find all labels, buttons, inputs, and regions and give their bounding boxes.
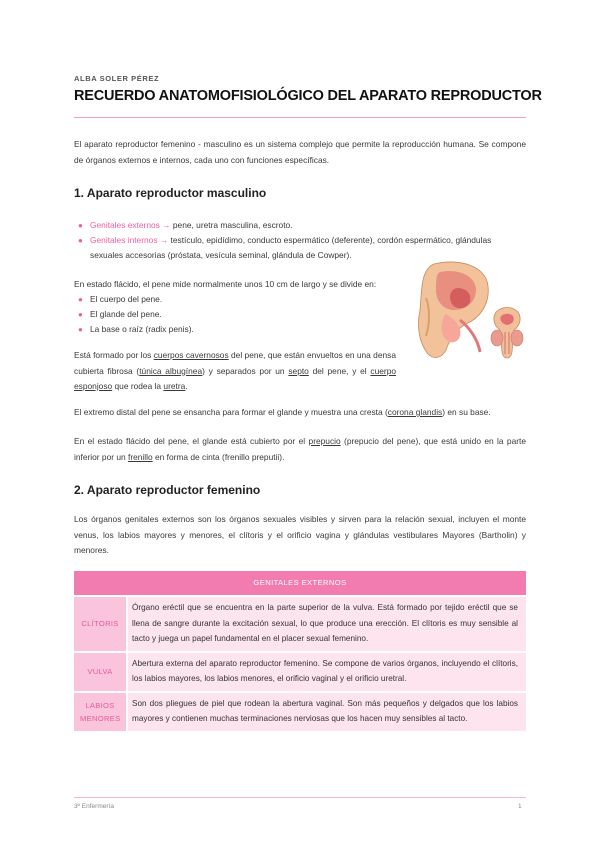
table-row: [74, 693, 526, 731]
glans-paragraph: El extremo distal del pene se ensancha para formar el glande y muestra una cresta (corona glandis) en su base.: [74, 407, 491, 417]
list-item-root: ● La base o raíz (radix penis).: [90, 322, 194, 337]
bullet-icon: ●: [78, 236, 83, 245]
table-row-label: VULVA: [74, 653, 126, 691]
list-item-glans: ● El glande del pene.: [90, 307, 162, 322]
table-row-label: CLÍTORIS: [74, 597, 126, 651]
page-number: 1: [518, 803, 522, 810]
bullet-icon: ●: [78, 325, 83, 334]
footer-divider: [74, 797, 526, 798]
male-anatomy-illustration: [400, 258, 530, 370]
prepuce-paragraph: En el estado flácido del pene, el glande está cubierto por el prepucio (prepucio del pene), que está unido en la parte inferior por un frenillo en forma de cinta (frenillo preputii).: [74, 436, 526, 462]
intro-paragraph: El aparato reproductor femenino - masculino es un sistema complejo que permite la reproducción humana. Se compone de órganos externos e internos, cada uno con funciones específicas.: [74, 139, 526, 165]
table-header: GENITALES EXTERNOS: [74, 571, 526, 595]
table-row: [74, 653, 526, 691]
title-divider: [74, 117, 526, 118]
bullet-icon: ●: [78, 295, 83, 304]
table-row-text: Órgano eréctil que se encuentra en la parte superior de la vulva. Está formado por tejido eréctil que se llena de sangre durante la excitación sexual, lo que produce una erección. El clítoris es muy sensible al tacto y juega un papel fundamental en el placer sexual femenino.: [128, 597, 526, 651]
penis-size-paragraph: En estado flácido, el pene mide normalmente unos 10 cm de largo y se divide en:: [74, 279, 377, 289]
footer-course: 3º Enfermería: [74, 803, 114, 810]
table-row-text: Son dos pliegues de piel que rodean la abertura vaginal. Son más pequeños y delgados que los labios mayores y contienen muchas terminaciones nerviosas que los hacen muy sensibles al tacto.: [128, 693, 526, 731]
table-row-label: LABIOS MENORES: [74, 693, 126, 731]
table-row-text: Abertura externa del aparato reproductor femenino. Se compone de varios órganos, incluyendo el clítoris, los labios mayores, los labios menores, el orificio vaginal y el orificio uretral.: [128, 653, 526, 691]
bullet-icon: ●: [78, 310, 83, 319]
list-item-body: ● El cuerpo del pene.: [90, 292, 162, 307]
female-external-paragraph: Los órganos genitales externos son los órganos sexuales visibles y sirven para la relación sexual, incluyen el monte venus, los labios mayores y menores, el clítoris y el orificio vagina y glándulas vestibulares Mayores (Bartholin) y menores.: [74, 514, 526, 555]
corpora-paragraph: Está formado por los cuerpos cavernosos del pene, que están envueltos en una densa cubierta fibrosa (túnica albugínea) y separados por un septo del pene, y el cuerpo esponjoso que rodea la uretra.: [74, 350, 397, 391]
author-name: ALBA SOLER PÉREZ: [74, 74, 160, 83]
list-item-internal-genitals: ● Genitales internos → testículo, epidídimo, conducto espermático (deferente), cordón espermático, glándulas sexuales accesorias (próstata, vesícula seminal, glándula de Cowper).: [78, 235, 492, 260]
list-item-external-genitals: ● Genitales externos → pene, uretra masculina, escroto.: [90, 218, 293, 233]
section-heading-female: 2. Aparato reproductor femenino: [74, 483, 261, 497]
bullet-icon: ●: [78, 221, 83, 230]
document-title: RECUERDO ANATOMOFISIOLÓGICO DEL APARATO REPRODUCTOR: [74, 88, 542, 104]
section-heading-male: 1. Aparato reproductor masculino: [74, 186, 267, 200]
external-genitals-table: [74, 571, 526, 731]
table-row: [74, 597, 526, 651]
